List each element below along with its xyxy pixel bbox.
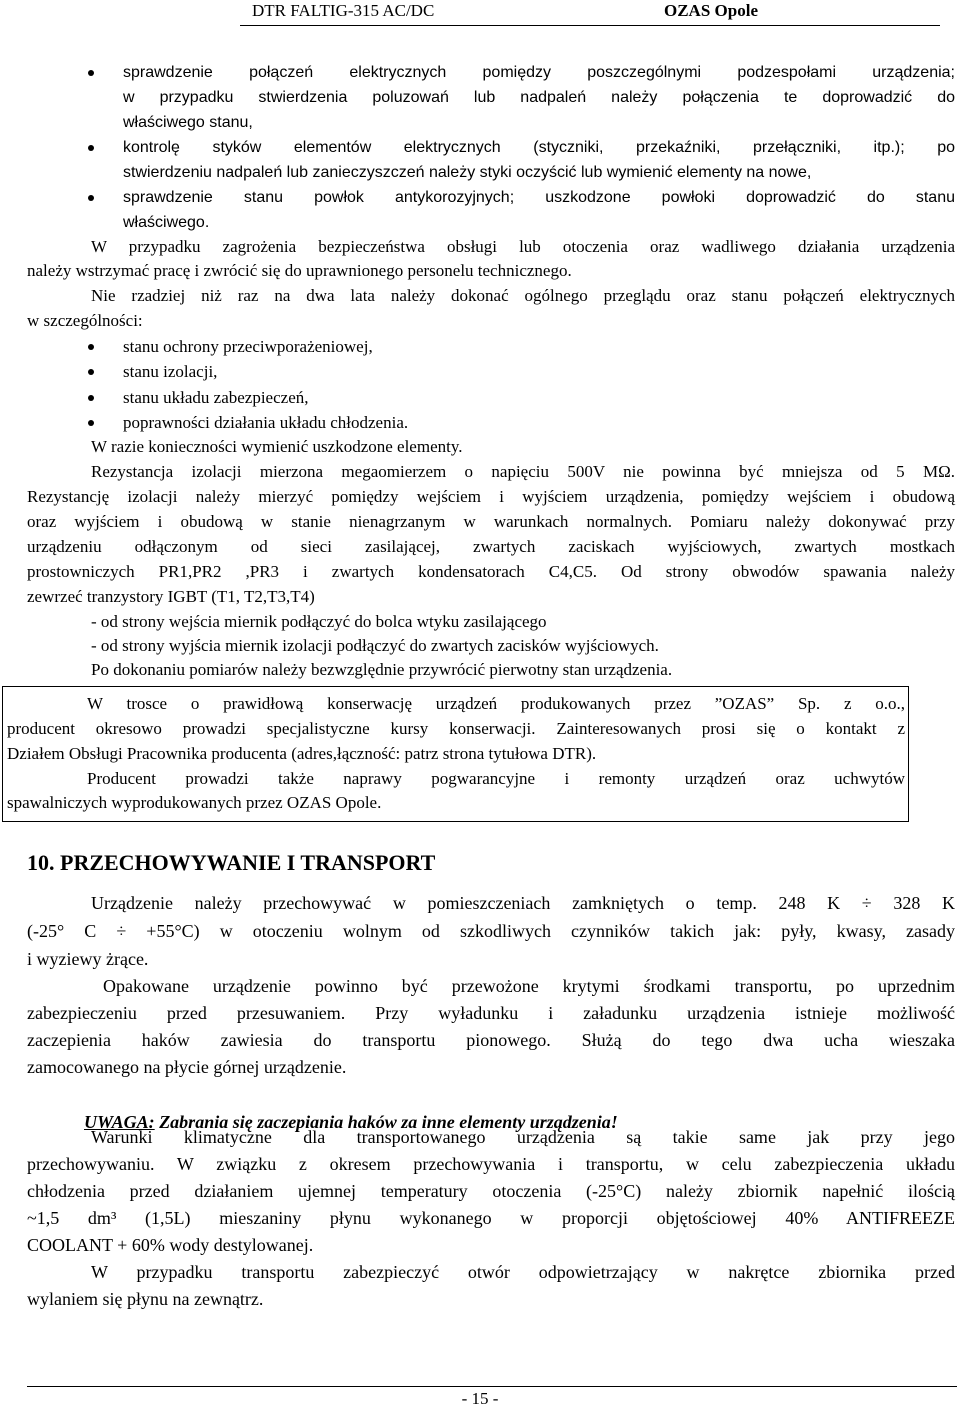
paragraph-line: przechowywaniu. W związku z okresem przechowywania i transportu, w celu zabezpieczenia układu bbox=[27, 1154, 955, 1174]
bullet-icon bbox=[88, 344, 94, 350]
company-name: OZAS Opole bbox=[664, 1, 758, 20]
bullet-icon bbox=[88, 195, 94, 201]
paragraph-line: W przypadku zagrożenia bezpieczeństwa obsługi lub otoczenia oraz wadliwego działania urządzenia bbox=[91, 237, 955, 256]
bullet-text: poprawności działania układu chłodzenia. bbox=[123, 413, 409, 432]
paragraph-line: i wyziewy żrące. bbox=[27, 949, 149, 969]
paragraph-line: Nie rzadziej niż raz na dwa lata należy dokonać ogólnego przeglądu oraz stanu połączeń elektrycznych bbox=[91, 286, 955, 305]
warning-text: Zabrania się zaczepiania haków za inne elementy urządzenia! bbox=[154, 1112, 618, 1132]
paragraph-line: chłodzenia przed działaniem ujemnej temperatury otoczenia (-25°C) należy zbiornik napełnić ilością bbox=[27, 1181, 955, 1201]
notice-line: producent okresowo prowadzi specjalistyczne kursy konserwacji. Zainteresowanych prosi się o kontakt z bbox=[7, 719, 905, 738]
paragraph-line: prostowniczych PR1,PR2 ,PR3 i zwartych kondensatorach C4,C5. Od strony obwodów spawania należy bbox=[27, 562, 955, 581]
paragraph-line: zamocowanego na płycie górnej urządzenie. bbox=[27, 1057, 347, 1077]
notice-line: spawalniczych wyprodukowanych przez OZAS Opole. bbox=[7, 793, 382, 812]
notice-line: Producent prowadzi także naprawy pogwarancyjne i remonty urządzeń oraz uchwytów bbox=[87, 769, 905, 788]
doc-code: DTR FALTIG-315 AC/DC bbox=[252, 1, 435, 20]
paragraph-line: Rezystancja izolacji mierzona megaomierzem o napięciu 500V nie powinna być mniejsza od 5 MΩ. bbox=[91, 462, 955, 481]
page-header bbox=[0, 0, 960, 26]
paragraph-line: Po dokonaniu pomiarów należy bezwzględnie przywrócić pierwotny stan urządzenia. bbox=[91, 660, 673, 679]
bullet-icon bbox=[88, 420, 94, 426]
paragraph-line: ~1,5 dm³ (1,5L) mieszaniny płynu wykonanego w proporcji objętościowej 40% ANTIFREEZE bbox=[27, 1208, 955, 1228]
bullet-icon bbox=[88, 70, 94, 76]
bullet-icon bbox=[88, 395, 94, 401]
page-number: - 15 - bbox=[461, 1389, 499, 1408]
paragraph-line: (-25° C ÷ +55°C) w otoczeniu wolnym od szkodliwych czynników takich jak: pyły, kwasy, zasady bbox=[27, 921, 955, 941]
bullet-text: stanu układu zabezpieczeń, bbox=[123, 388, 309, 407]
bullet-line: sprawdzenie stanu powłok antykorozyjnych; uszkodzone powłoki doprowadzić do stanu bbox=[123, 189, 955, 206]
bullet-icon bbox=[88, 145, 94, 151]
paragraph-line: COOLANT + 60% wody destylowanej. bbox=[27, 1235, 314, 1255]
paragraph-line: Opakowane urządzenie powinno być przewożone krytymi środkami transportu, po uprzednim bbox=[103, 976, 955, 996]
notice-line: Działem Obsługi Pracownika producenta (adres,łączność: patrz strona tytułowa DTR). bbox=[7, 744, 597, 763]
bullet-line: sprawdzenie połączeń elektrycznych pomiędzy poszczególnymi podzespołami urządzenia; bbox=[123, 64, 955, 81]
warning-label: UWAGA: bbox=[84, 1112, 155, 1132]
bullet-line: właściwego. bbox=[123, 214, 210, 231]
bullet-line: stwierdzeniu nadpaleń lub zanieczyszczeń należy styki oczyścić lub wymienić elementy na nowe, bbox=[123, 164, 812, 181]
paragraph-line: W razie konieczności wymienić uszkodzone elementy. bbox=[91, 437, 463, 456]
bullet-line: kontrolę styków elementów elektrycznych (styczniki, przekaźniki, przełączniki, itp.); po bbox=[123, 139, 955, 156]
paragraph-line: Urządzenie należy przechowywać w pomieszczeniach zamkniętych o temp. 248 K ÷ 328 K bbox=[91, 893, 955, 913]
paragraph-line: w szczególności: bbox=[27, 311, 143, 330]
bullet-line: w przypadku stwierdzenia poluzowań lub nadpaleń należy połączenia te doprowadzić do bbox=[123, 89, 955, 106]
paragraph-line: urządzeniu odłączonym od sieci zasilającej, zwartych zaciskach wyjściowych, zwartych mostkach bbox=[27, 537, 955, 556]
bullet-line: właściwego stanu, bbox=[123, 114, 253, 131]
paragraph-line: W przypadku transportu zabezpieczyć otwór odpowietrzający w nakrętce zbiornika przed bbox=[91, 1262, 955, 1282]
paragraph-line: wylaniem się płynu na zewnątrz. bbox=[27, 1289, 264, 1309]
paragraph-line: zewrzeć tranzystory IGBT (T1, T2,T3,T4) bbox=[27, 587, 315, 606]
section-heading: 10. PRZECHOWYWANIE I TRANSPORT bbox=[27, 850, 436, 875]
paragraph-line: - od strony wyjścia miernik izolacji podłączyć do zwartych zacisków wyjściowych. bbox=[91, 636, 659, 655]
paragraph-line: zabezpieczeniu przed przesuwaniem. Przy wyładunku i załadunku urządzenia istnieje możliwość bbox=[27, 1003, 955, 1023]
maintenance-notice-box bbox=[2, 686, 909, 822]
paragraph-line: - od strony wejścia miernik podłączyć do bolca wtyku zasilającego bbox=[91, 612, 547, 631]
header-rule bbox=[240, 25, 940, 26]
paragraph-line: należy wstrzymać pracę i zwrócić się do uprawnionego personelu technicznego. bbox=[27, 261, 572, 280]
bullet-text: stanu ochrony przeciwporażeniowej, bbox=[123, 337, 373, 356]
bullet-text: stanu izolacji, bbox=[123, 362, 218, 381]
paragraph-line: Rezystancję izolacji należy mierzyć pomiędzy wejściem i wyjściem urządzenia, pomiędzy wejściem i obudową bbox=[27, 487, 955, 506]
footer-rule bbox=[27, 1386, 957, 1387]
bullet-icon bbox=[88, 369, 94, 375]
paragraph-line: oraz wyjściem i obudową w stanie nienagrzanym w warunkach normalnych. Pomiaru należy dokonywać przy bbox=[27, 512, 955, 531]
notice-line: W trosce o prawidłową konserwację urządzeń produkowanych przez ”OZAS” Sp. z o.o., bbox=[87, 694, 905, 713]
paragraph-line: zaczepienia haków zawiesia do transportu pionowego. Służą do tego dwa ucha wieszaka bbox=[27, 1030, 955, 1050]
paragraph-line: Warunki klimatyczne dla transportowanego urządzenia są takie same jak przy jego bbox=[91, 1127, 955, 1147]
